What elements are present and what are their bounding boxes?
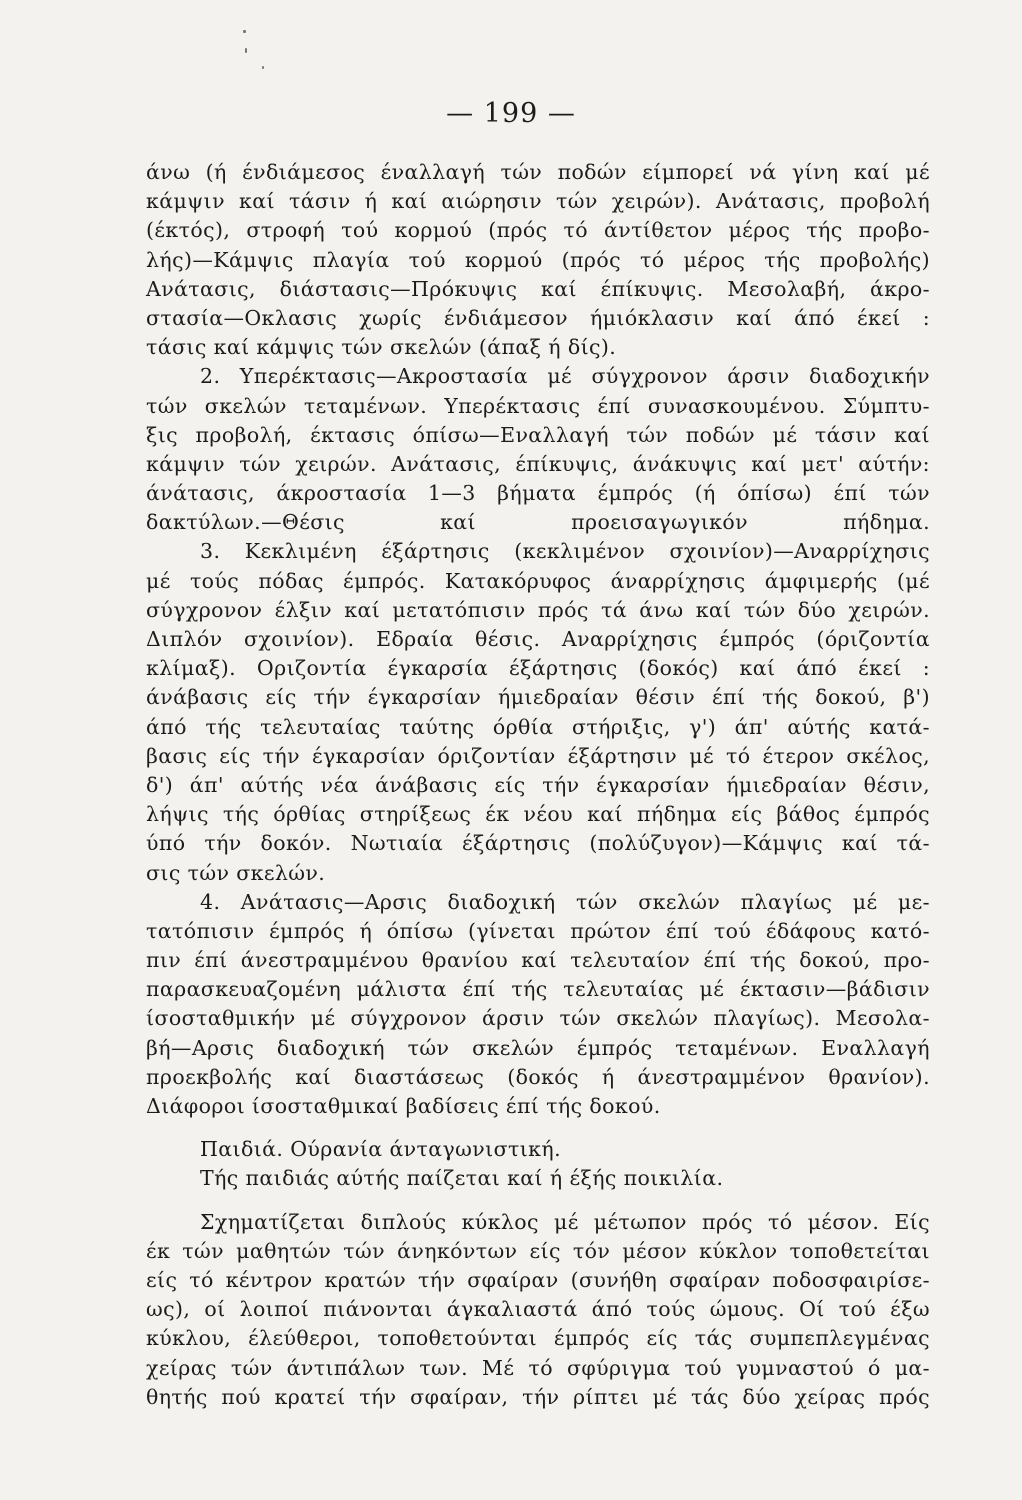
text-line: ίσοσταθμικήν μέ σύγχρονον άρσιν τών σκελών πλαγίως). Μεσολα-	[146, 1006, 930, 1031]
spacer	[146, 1121, 930, 1135]
text-line: τών σκελών τεταμένων. Υπερέκτασις έπί συνασκουμένου. Σύμπτυ-	[146, 393, 930, 418]
text-line: κλίμαξ). Οριζοντία έγκαρσία έξάρτησις (δοκός) καί άπό έκεί :	[146, 656, 930, 681]
text-line: πιν έπί άνεστραμμένου θρανίου καί τελευταίον έπί τής δοκού, προ-	[146, 948, 930, 973]
text-line: (έκτός), στροφή τού κορμού (πρός τό άντίθετον μέρος τής προβο-	[146, 218, 930, 243]
section-heading: Παιδιά. Ούρανία άνταγωνιστική.	[200, 1137, 561, 1162]
paragraph-game	[146, 1208, 930, 1412]
paragraph-1	[146, 158, 930, 362]
scan-speck	[262, 66, 264, 69]
text-line: θητής πού κρατεί τήν σφαίραν, τήν ρίπτει μέ τάς δύο χείρας πρός	[146, 1384, 930, 1409]
text-line: Ανάτασις, διάστασις—Πρόκυψις καί έπίκυψις. Μεσολαβή, άκρο-	[146, 276, 930, 301]
text-line: κάμψιν τών χειρών. Ανάτασις, έπίκυψις, άνάκυψις καί μετ' αύτήν:	[146, 451, 930, 476]
text-line: στασία—Οκλασις χωρίς ένδιάμεσον ήμιόκλασιν καί άπό έκεί :	[146, 305, 930, 330]
text-line: χείρας τών άντιπάλων των. Μέ τό σφύριγμα τού γυμναστού ό μα-	[146, 1355, 930, 1380]
text-line: έκ τών μαθητών τών άνηκόντων είς τόν μέσον κύκλον τοποθετείται	[146, 1238, 930, 1263]
text-line: άπό τής τελευταίας ταύτης όρθία στήριξις, γ') άπ' αύτής κατά-	[146, 714, 930, 739]
paragraph-4	[146, 888, 930, 1122]
text-line: ύπό τήν δοκόν. Νωτιαία έξάρτησις (πολύζυγον)—Κάμψις καί τά-	[146, 831, 930, 856]
text-line: Διπλόν σχοινίον). Εδραία θέσις. Αναρρίχησις έμπρός (όριζοντία	[146, 627, 930, 651]
paragraph-2	[146, 362, 930, 537]
text-line: άνάβασις είς τήν έγκαρσίαν ήμιεδραίαν θέσιν έπί τής δοκού, β')	[146, 685, 930, 710]
text-line: είς τό κέντρον κρατών τήν σφαίραν (συνήθη σφαίραν ποδοσφαιρίσε-	[146, 1267, 930, 1292]
text-line: 4. Ανάτασις—Αρσις διαδοχική τών σκελών πλαγίως μέ με-	[200, 889, 930, 914]
text-line: άνάτασις, άκροστασία 1—3 βήματα έμπρός (ή όπίσω) έπί τών	[146, 481, 930, 506]
scan-speck	[245, 48, 247, 53]
text-line: ξις προβολή, έκτασις όπίσω—Εναλλαγή τών ποδών μέ τάσιν καί	[146, 422, 930, 447]
text-line: βασις είς τήν έγκαρσίαν όριζοντίαν έξάρτησιν μέ τό έτερον σκέλος,	[146, 743, 930, 768]
text-line: τατόπισιν έμπρός ή όπίσω (γίνεται πρώτον έπί τού έδάφους κατό-	[146, 918, 930, 943]
text-line: δακτύλων.—Θέσις καί προεισαγωγικόν πήδημα.	[146, 510, 930, 535]
text-line: λήψις τής όρθίας στηρίξεως έκ νέου καί πήδημα είς βάθος έμπρός	[146, 802, 930, 827]
text-line: σις τών σκελών.	[146, 860, 326, 885]
text-line: 2. Υπερέκτασις—Ακροστασία μέ σύγχρονον άρσιν διαδοχικήν	[200, 364, 930, 389]
text-line: βή—Αρσις διαδοχική τών σκελών έμπρός τεταμένων. Εναλλαγή	[146, 1035, 930, 1060]
text-line: μέ τούς πόδας έμπρός. Κατακόρυφος άναρρίχησις άμφιμερής (μέ	[146, 568, 930, 593]
text-line: Τής παιδιάς αύτής παίζεται καί ή έξής ποικιλία.	[200, 1166, 724, 1191]
text-line: παρασκευαζομένη μάλιστα έπί τής τελευταίας μέ έκτασιν—βάδισιν	[146, 977, 930, 1002]
scan-speck	[243, 30, 246, 33]
text-line: Σχηματίζεται διπλούς κύκλος μέ μέτωπον πρός τό μέσον. Είς	[200, 1209, 930, 1234]
text-line: δ') άπ' αύτής νέα άνάβασις είς τήν έγκαρσίαν ήμιεδραίαν θέσιν,	[146, 772, 930, 797]
page-body	[146, 158, 930, 1412]
text-line: λής)—Κάμψις πλαγία τού κορμού (πρός τό μέρος τής προβολής)	[146, 247, 930, 272]
page-number: — 199 —	[446, 98, 576, 129]
text-line: προεκβολής καί διαστάσεως (δοκός ή άνεστραμμένον θρανίον).	[146, 1064, 930, 1089]
text-line: σύγχρονον έλξιν καί μετατόπισιν πρός τά άνω καί τών δύο χειρών.	[146, 597, 930, 622]
text-line: άνω (ή ένδιάμεσος έναλλαγή τών ποδών είμπορεί νά γίνη καί μέ	[146, 160, 930, 184]
game-heading	[146, 1135, 930, 1193]
spacer	[146, 1194, 930, 1208]
paragraph-3	[146, 537, 930, 887]
text-line: 3. Κεκλιμένη έξάρτησις (κεκλιμένον σχοινίον)—Αναρρίχησις	[200, 539, 930, 564]
text-line: κύκλου, έλεύθεροι, τοποθετούνται έμπρός είς τάς συμπεπλεγμένας	[146, 1326, 930, 1351]
text-line: ως), οί λοιποί πιάνονται άγκαλιαστά άπό τούς ώμους. Οί τού έξω	[146, 1297, 930, 1322]
text-line: τάσις καί κάμψις τών σκελών (άπαξ ή δίς).	[146, 335, 617, 360]
text-line: Διάφοροι ίσοσταθμικαί βαδίσεις έπί τής δοκού.	[146, 1094, 661, 1118]
text-line: κάμψιν καί τάσιν ή καί αιώρησιν τών χειρών). Ανάτασις, προβολή	[146, 189, 930, 214]
